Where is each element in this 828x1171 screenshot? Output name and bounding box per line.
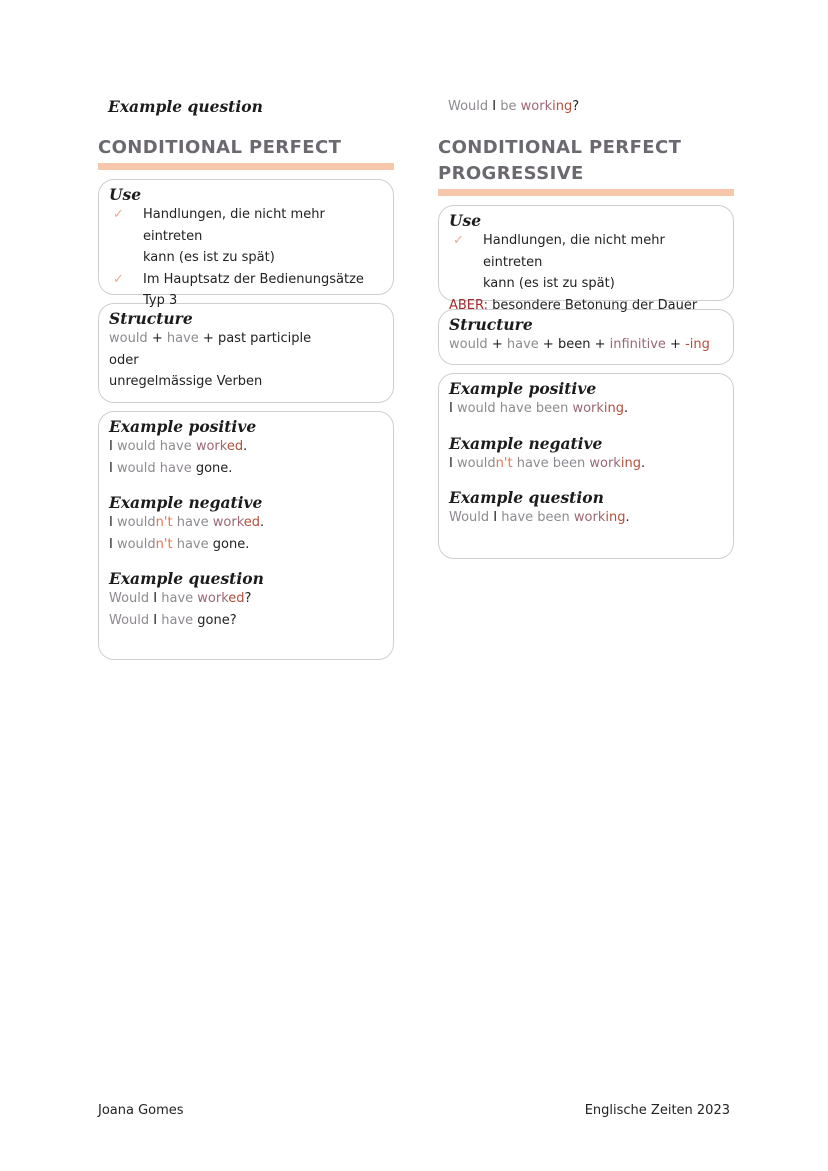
checkmark-icon: ✓ xyxy=(113,207,124,222)
use-card xyxy=(438,205,734,313)
example-positive-heading: Example positive xyxy=(109,417,257,436)
structure-formula: would + have + past participle xyxy=(109,331,312,346)
example-sentence: Would I have been working. xyxy=(449,510,630,525)
footer-title: Englische Zeiten 2023 xyxy=(584,1103,730,1118)
example-question-heading: Example question xyxy=(449,488,604,507)
example-sentence: I would have worked. xyxy=(109,439,248,454)
example-sentence: Would I have gone? xyxy=(109,612,237,628)
example-negative-heading: Example negative xyxy=(109,493,263,512)
example-positive-heading: Example positive xyxy=(449,379,597,398)
section-title-conditional-perfect: CONDITIONAL PERFECT xyxy=(98,135,394,170)
example-sentence: I would have been working. xyxy=(449,401,629,416)
section-title-conditional-perfect-progressive: CONDITIONAL PERFECT PROGRESSIVE xyxy=(438,135,734,196)
checkmark-icon: ✓ xyxy=(113,271,124,287)
footer-author: Joana Gomes xyxy=(98,1103,184,1118)
checkmark-icon: ✓ xyxy=(453,233,464,248)
example-question-heading: Example question xyxy=(109,569,264,588)
use-heading: Use xyxy=(449,211,482,230)
use-item: ✓ Handlungen, die nicht mehr eintreten kann (es ist zu spät) xyxy=(109,204,383,269)
use-aber-note: ABER: besondere Betonung der Dauer xyxy=(449,297,698,313)
use-item: ✓ Im Hauptsatz der Bedienungsätze Typ 3 xyxy=(109,269,383,312)
top-example-question-heading: Example question xyxy=(108,97,263,116)
top-question-sentence: Would I be working? xyxy=(448,99,580,114)
example-sentence: I wouldn't have gone. xyxy=(109,536,250,552)
structure-irregular: unregelmässige Verben xyxy=(109,374,263,389)
use-item: ✓ Handlungen, die nicht mehr eintreten kann (es ist zu spät) xyxy=(449,230,723,295)
example-negative-heading: Example negative xyxy=(449,433,603,453)
examples-card xyxy=(98,411,394,660)
examples-card xyxy=(438,373,734,559)
structure-card xyxy=(438,309,734,365)
example-sentence: I would have gone. xyxy=(109,460,233,476)
use-card xyxy=(98,179,394,308)
example-sentence: I wouldn't have been working. xyxy=(449,455,646,471)
example-sentence: Would I have worked? xyxy=(109,591,252,606)
structure-heading: Structure xyxy=(109,309,193,328)
structure-formula: would + have + been + infinitive + -ing xyxy=(449,337,710,352)
structure-card xyxy=(98,303,394,403)
structure-oder: oder xyxy=(109,352,139,368)
use-heading: Use xyxy=(109,185,142,204)
example-sentence: I wouldn't have worked. xyxy=(109,515,265,530)
structure-heading: Structure xyxy=(449,315,533,334)
